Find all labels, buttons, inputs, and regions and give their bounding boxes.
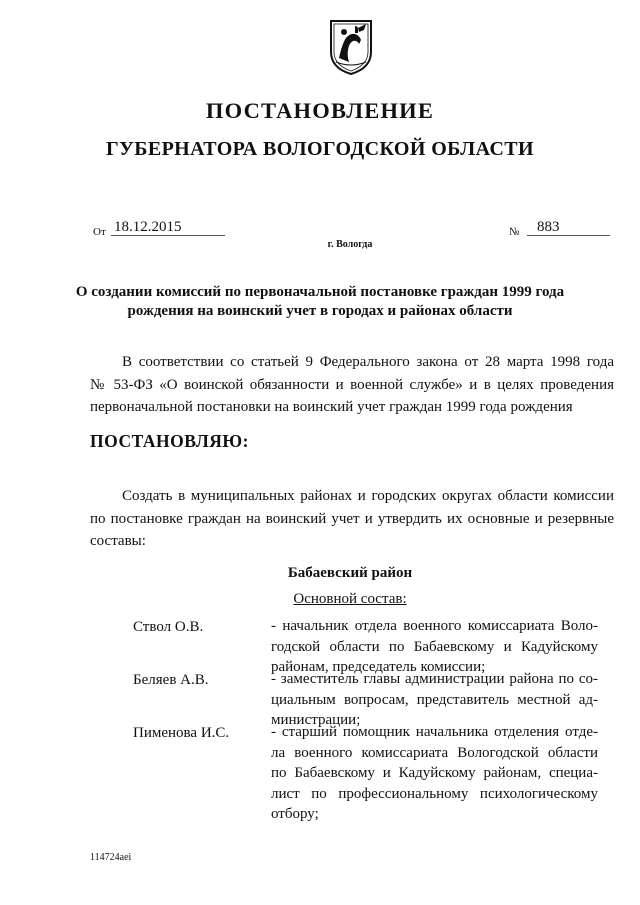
intro-paragraph — [90, 351, 614, 419]
document-number: 883 — [527, 218, 610, 236]
decree-word: ПОСТАНОВЛЯЮ: — [90, 431, 249, 451]
member-role-line: отбору; — [271, 806, 319, 822]
member-role-line: районам, председатель комиссии; — [271, 659, 486, 675]
date-prefix: От — [93, 226, 106, 238]
member-role-line: ла военного комиссариата Вологодской области — [271, 744, 598, 761]
member-role-line: министрации; — [271, 712, 361, 728]
number-prefix: № — [509, 226, 520, 238]
resolution-line: составы: — [90, 533, 146, 549]
member-role-line: циальным вопросам, представитель местной ад- — [271, 691, 598, 708]
composition-label: Основной состав: — [293, 591, 407, 607]
member-name: Ствол О.В. — [133, 619, 204, 635]
member-name: Беляев А.В. — [133, 672, 209, 688]
document-code: 114724aei — [90, 852, 132, 863]
heading-line: рождения на воинский учет в городах и районах области — [127, 303, 513, 319]
heading-line: О создании комиссий по первоначальной постановке граждан 1999 года — [75, 284, 565, 300]
document-issuer: ГУБЕРНАТОРА ВОЛОГОДСКОЙ ОБЛАСТИ — [106, 138, 534, 160]
vologda-coat-of-arms-icon — [328, 18, 374, 76]
member-role-line: лист по профессиональному психологическому — [271, 785, 598, 802]
document-heading — [60, 283, 580, 321]
document-title: ПОСТАНОВЛЕНИЕ — [205, 98, 435, 123]
resolution-line: Создать в муниципальных районах и городских округах области комиссии — [122, 488, 614, 504]
member-role-line: - старший помощник начальника отделения отде- — [271, 724, 598, 740]
member-role-line: по Бабаевскому и Кадуйскому районам, специа- — [271, 765, 598, 781]
member-role — [271, 722, 598, 825]
document-date: 18.12.2015 — [111, 218, 225, 236]
resolution-paragraph — [90, 485, 614, 553]
member-name: Пименова И.С. — [133, 725, 230, 741]
member-role-line: - заместитель главы администрации района по со- — [271, 671, 598, 687]
member-role-line: годской области по Бабаевскому и Кадуйскому — [271, 638, 598, 655]
intro-line: В соответствии со статьей 9 Федерального закона от 28 марта 1998 года — [122, 354, 614, 370]
resolution-line: по постановке граждан на воинский учет и утвердить их основные и резервные — [90, 510, 614, 527]
intro-line: № 53-ФЗ «О воинской обязанности и военной службе» и в целях проведения — [90, 376, 614, 393]
city-label: г. Вологда — [327, 239, 373, 250]
member-role-line: - начальник отдела военного комиссариата Воло- — [271, 618, 598, 634]
district-name: Бабаевский район — [287, 565, 413, 581]
intro-line: первоначальной постановки на воинский учет граждан 1999 года рождения — [90, 399, 573, 415]
